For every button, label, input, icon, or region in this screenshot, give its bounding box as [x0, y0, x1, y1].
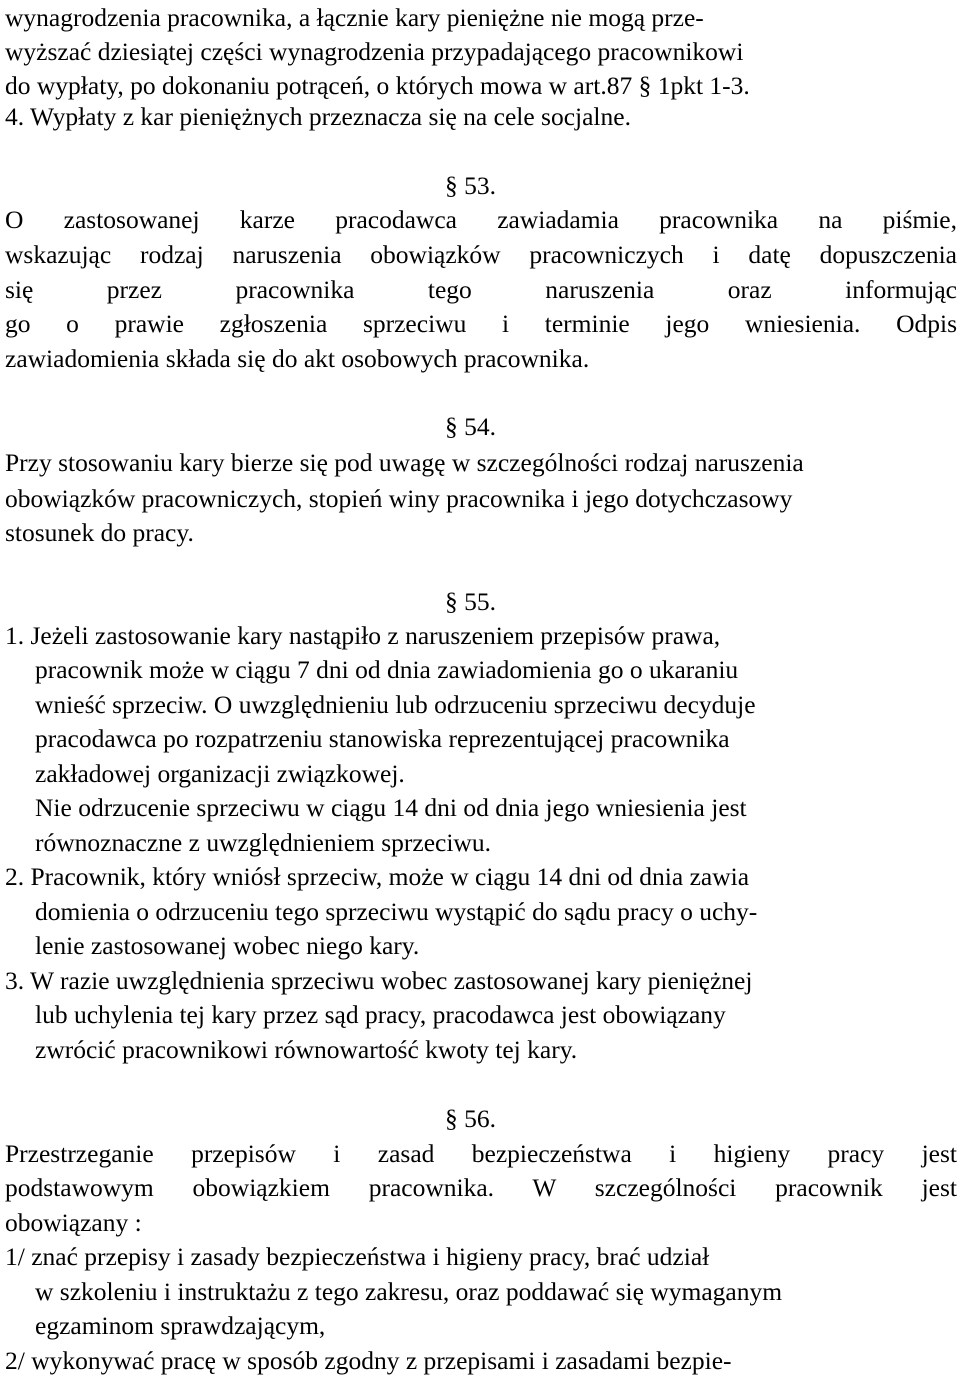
section-55-point-1-line-6: Nie odrzucenie sprzeciwu w ciągu 14 dni od dnia jego wniesienia jest: [35, 793, 747, 822]
intro-line-3: do wypłaty, po dokonaniu potrąceń, o których mowa w art.87 § 1pkt 1-3.: [5, 71, 750, 100]
section-56-item-1-line-2: w szkoleniu i instruktażu z tego zakresu, oraz poddawać się wymaganym: [35, 1277, 783, 1306]
section-55-point-1-line-5: zakładowej organizacji związkowej.: [35, 759, 405, 788]
section-55-point-3-line-1: 3. W razie uwzględnienia sprzeciwu wobec zastosowanej kary pieniężnej: [5, 966, 753, 995]
section-54-line-3: stosunek do pracy.: [5, 518, 194, 547]
section-54-heading: § 54.: [445, 412, 496, 441]
section-54-line-1: Przy stosowaniu kary bierze się pod uwagę w szczególności rodzaj naruszenia: [5, 448, 804, 477]
section-55-point-1-line-1: 1. Jeżeli zastosowanie kary nastąpiło z naruszeniem przepisów prawa,: [5, 621, 721, 650]
section-55-heading: § 55.: [445, 587, 496, 616]
section-53-line-5: zawiadomienia składa się do akt osobowych pracownika.: [5, 344, 590, 373]
section-55-point-1-line-2: pracownik może w ciągu 7 dni od dnia zawiadomienia go o ukaraniu: [35, 655, 739, 684]
intro-line-1: wynagrodzenia pracownika, a łącznie kary pieniężne nie mogą prze-: [5, 3, 704, 32]
section-56-line-2: podstawowym obowiązkiem pracownika. W szczególności pracownik jest: [5, 1173, 957, 1202]
section-53-heading: § 53.: [445, 171, 496, 200]
section-56-line-1: Przestrzeganie przepisów i zasad bezpieczeństwa i higieny pracy jest: [5, 1139, 957, 1168]
section-55-point-1-line-3: wnieść sprzeciw. O uwzględnieniu lub odrzuceniu sprzeciwu decyduje: [35, 690, 756, 719]
section-53-line-1: O zastosowanej karze pracodawca zawiadamia pracownika na piśmie,: [5, 205, 957, 234]
section-55-point-1-line-7: równoznaczne z uwzględnieniem sprzeciwu.: [35, 828, 491, 857]
section-55-point-3-line-3: zwrócić pracownikowi równowartość kwoty tej kary.: [35, 1035, 578, 1064]
section-56-line-3: obowiązany :: [5, 1208, 142, 1237]
intro-line-2: wyższać dziesiątej części wynagrodzenia przypadającego pracownikowi: [5, 37, 744, 66]
section-53-line-4: go o prawie zgłoszenia sprzeciwu i terminie jego wniesienia. Odpis: [5, 309, 957, 338]
section-56-heading: § 56.: [445, 1104, 496, 1133]
section-53-line-2: wskazując rodzaj naruszenia obowiązków pracowniczych i datę dopuszczenia: [5, 240, 957, 269]
section-55-point-2-line-3: lenie zastosowanej wobec niego kary.: [35, 931, 420, 960]
section-53-line-3: się przez pracownika tego naruszenia oraz informując: [5, 275, 957, 304]
section-55-point-2-line-2: domienia o odrzuceniu tego sprzeciwu wystąpić do sądu pracy o uchy-: [35, 897, 758, 926]
section-55-point-1-line-4: pracodawca po rozpatrzeniu stanowiska reprezentującej pracownika: [35, 724, 730, 753]
section-54-line-2: obowiązków pracowniczych, stopień winy pracownika i jego dotychczasowy: [5, 484, 793, 513]
section-56-item-1-line-1: 1/ znać przepisy i zasady bezpieczeństwa i higieny pracy, brać udział: [5, 1242, 710, 1271]
section-55-point-2-line-1: 2. Pracownik, który wniósł sprzeciw, może w ciągu 14 dni od dnia zawia: [5, 862, 750, 891]
intro-line-4: 4. Wypłaty z kar pieniężnych przeznacza się na cele socjalne.: [5, 102, 631, 131]
section-56-item-1-line-3: egzaminom sprawdzającym,: [35, 1311, 326, 1340]
section-56-item-2-line-1: 2/ wykonywać pracę w sposób zgodny z przepisami i zasadami bezpie-: [5, 1346, 732, 1375]
section-55-point-3-line-2: lub uchylenia tej kary przez sąd pracy, pracodawca jest obowiązany: [35, 1000, 726, 1029]
